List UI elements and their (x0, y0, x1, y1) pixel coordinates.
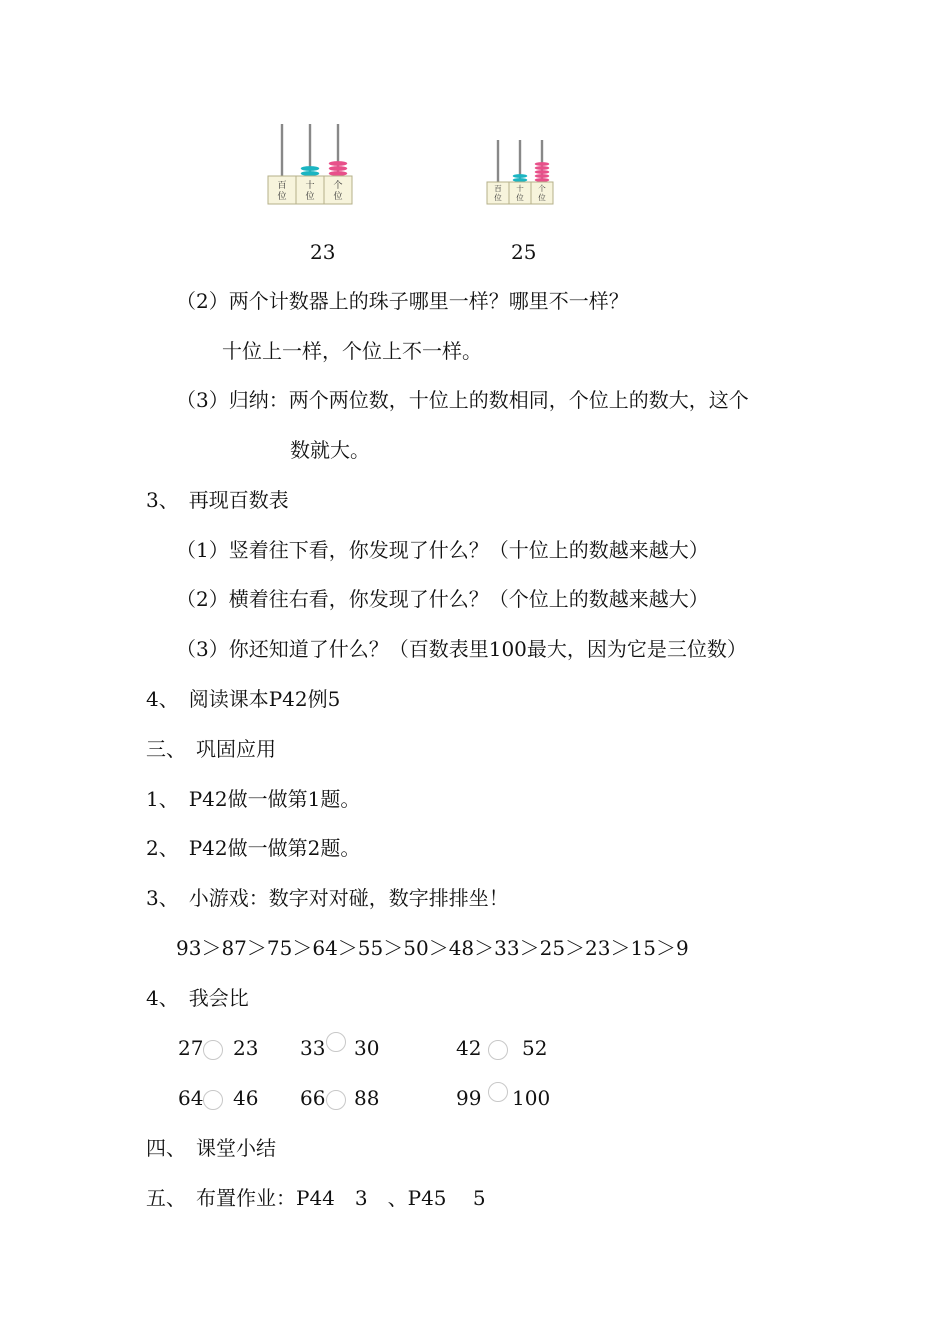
abacus-bead (535, 166, 550, 170)
compare-left: 33 (300, 1036, 326, 1060)
compare-left: 64 (178, 1086, 204, 1110)
abacus-bead (329, 166, 347, 171)
abacus-column-label: 个 (333, 180, 343, 191)
step-3-item-3: （3）你还知道了什么？（百数表里100最大，因为它是三位数） (176, 637, 747, 661)
abacus-left (266, 122, 356, 206)
exercise-1: 1、 P42做一做第1题。 (146, 787, 361, 811)
abacus-bead (301, 166, 319, 171)
abacus-column-label: 百 (277, 180, 287, 191)
compare-right: 100 (512, 1086, 551, 1110)
compare-left: 99 (456, 1086, 482, 1110)
step-3-item-1: （1）竖着往下看，你发现了什么？（十位上的数越来越大） (176, 538, 709, 562)
abacus-bead (535, 170, 550, 174)
compare-right: 30 (354, 1036, 380, 1060)
abacus-column-label: 十 (305, 180, 315, 191)
exercise-3-sequence: 93＞87＞75＞64＞55＞50＞48＞33＞25＞23＞15＞9 (176, 936, 689, 960)
abacus-bead (535, 162, 550, 166)
abacus-bead (513, 174, 528, 178)
compare-circle[interactable] (203, 1040, 223, 1060)
section-3-heading: 三、 巩固应用 (146, 737, 276, 761)
exercise-2: 2、 P42做一做第2题。 (146, 836, 361, 860)
step-3-heading: 3、 再现百数表 (146, 488, 289, 512)
compare-left: 42 (456, 1036, 482, 1060)
compare-circle[interactable] (326, 1032, 346, 1052)
abacus-column-label: 百 (494, 184, 502, 194)
abacus-column-label: 位 (516, 193, 524, 203)
abacus-bead (513, 178, 528, 182)
step-4-heading: 4、 阅读课本P42例5 (146, 687, 341, 711)
abacus-bead (329, 171, 347, 176)
abacus-right (485, 138, 557, 206)
abacus-column-label: 位 (277, 191, 287, 202)
question-2: （2）两个计数器上的珠子哪里一样？哪里不一样？ (176, 289, 629, 313)
compare-circle[interactable] (203, 1090, 223, 1110)
compare-circle[interactable] (326, 1090, 346, 1110)
abacus-right-value: 25 (511, 240, 537, 264)
abacus-column-label: 位 (494, 193, 502, 203)
abacus-bead (535, 178, 550, 182)
abacus-bead (301, 171, 319, 176)
compare-left: 66 (300, 1086, 326, 1110)
abacus-column-label: 个 (538, 184, 546, 194)
question-3-line2: 数就大。 (290, 438, 370, 462)
compare-right: 88 (354, 1086, 380, 1110)
compare-circle[interactable] (488, 1082, 508, 1102)
question-3-line1: （3）归纳：两个两位数，十位上的数相同，个位上的数大，这个 (176, 388, 749, 412)
section-5-heading: 五、 布置作业：P44 3 、P45 5 (146, 1186, 486, 1210)
abacus-column-label: 十 (516, 184, 524, 194)
abacus-left-value: 23 (310, 240, 336, 264)
abacus-bead (329, 161, 347, 166)
step-3-item-2: （2）横着往右看，你发现了什么？（个位上的数越来越大） (176, 587, 709, 611)
abacus-column-label: 位 (333, 191, 343, 202)
abacus-rod (497, 140, 499, 182)
answer-2: 十位上一样，个位上不一样。 (222, 339, 482, 363)
compare-left: 27 (178, 1036, 204, 1060)
abacus-column-label: 位 (538, 193, 546, 203)
exercise-3: 3、 小游戏：数字对对碰，数字排排坐！ (146, 886, 509, 910)
section-4-heading: 四、 课堂小结 (146, 1136, 276, 1160)
compare-circle[interactable] (488, 1040, 508, 1060)
abacus-column-label: 位 (305, 191, 315, 202)
compare-right: 46 (233, 1086, 259, 1110)
compare-right: 23 (233, 1036, 259, 1060)
exercise-4: 4、 我会比 (146, 986, 249, 1010)
abacus-rod (281, 124, 283, 176)
compare-right: 52 (522, 1036, 548, 1060)
abacus-bead (535, 174, 550, 178)
